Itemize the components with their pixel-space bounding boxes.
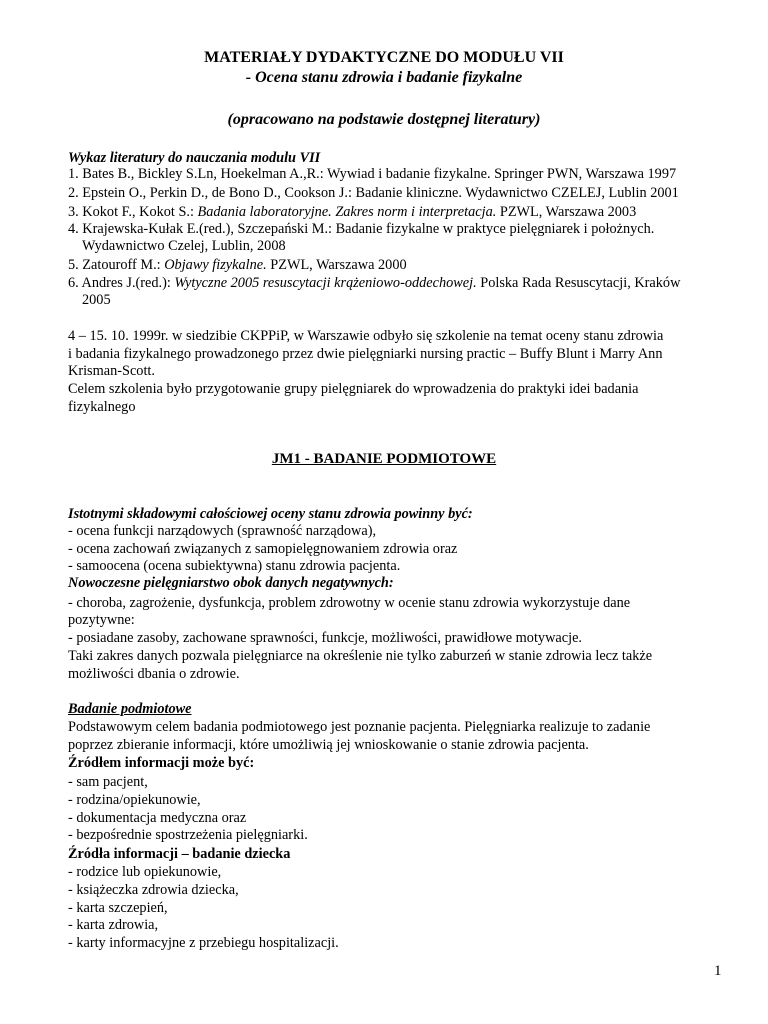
literature-item: 4. Krajewska-Kułak E.(red.), Szczepański M.: Badanie fizykalne w praktyce pielęgniarek i położnych. [68,221,655,237]
list-item: - rodzina/opiekunowie, [68,792,201,808]
literature-item: 2. Epstein O., Perkin D., de Bono D., Cookson J.: Badanie kliniczne. Wydawnictwo CZELEJ, Lublin 2001 [68,185,679,201]
text-line: Taki zakres danych pozwala pielęgniarce na określenie nie tylko zaburzeń w stanie zdrowia lecz także [68,648,653,664]
intro-line: 4 – 15. 10. 1999r. w siedzibie CKPPiP, w Warszawie odbyło się szkolenie na temat oceny stanu zdrowia [68,328,664,344]
literature-item-continuation: 2005 [82,292,111,308]
list-item: - dokumentacja medyczna oraz [68,810,247,826]
subjective-exam-heading: Badanie podmiotowe [68,701,192,717]
modern-nursing-heading: Nowoczesne pielęgniarstwo obok danych negatywnych: [68,575,394,591]
literature-item-continuation: Wydawnictwo Czelej, Lublin, 2008 [82,238,286,254]
text-line: - posiadane zasoby, zachowane sprawności, funkcje, możliwości, prawidłowe motywacje. [68,630,582,646]
literature-item: 1. Bates B., Bickley S.Ln, Hoekelman A.,R.: Wywiad i badanie fizykalne. Springer PWN, Warszawa 1997 [68,166,677,182]
intro-line: Celem szkolenia było przygotowanie grupy pielęgniarek do wprowadzenia do praktyki idei badania [68,381,639,397]
text-line: pozytywne: [68,612,135,628]
text-line: możliwości dbania o zdrowie. [68,666,240,682]
components-heading: Istotnymi składowymi całościowej oceny stanu zdrowia powinny być: [68,506,473,522]
text-line: poprzez zbieranie informacji, które umożliwią jej wnioskowanie o stanie zdrowia pacjenta. [68,737,589,753]
child-sources-heading: Źródła informacji – badanie dziecka [68,846,291,862]
sources-heading: Źródłem informacji może być: [68,755,255,771]
list-item: - ocena funkcji narządowych (sprawność narządowa), [68,523,377,539]
literature-item: 3. Kokot F., Kokot S.: Badania laboratoryjne. Zakres norm i interpretacja. PZWL, Warszawa 2003 [68,204,637,220]
text-line: - choroba, zagrożenie, dysfunkcja, problem zdrowotny w ocenie stanu zdrowia wykorzystuje dane [68,595,631,611]
list-item: - ocena zachowań związanych z samopielęgnowaniem zdrowia oraz [68,541,458,557]
list-item: - samoocena (ocena subiektywna) stanu zdrowia pacjenta. [68,558,401,574]
list-item: - rodzice lub opiekunowie, [68,864,222,880]
intro-line: Krisman-Scott. [68,363,155,379]
literature-item: 5. Zatouroff M.: Objawy fizykalne. PZWL, Warszawa 2000 [68,257,407,273]
literature-item: 6. Andres J.(red.): Wytyczne 2005 resuscytacji krążeniowo-oddechowej. Polska Rada Resuscytacji, Kraków [68,275,681,291]
document-subtitle: - Ocena stanu zdrowia i badanie fizykalne [245,69,523,86]
list-item: - książeczka zdrowia dziecka, [68,882,239,898]
list-item: - sam pacjent, [68,774,148,790]
document-source-note: (opracowano na podstawie dostępnej literatury) [227,111,541,128]
document-title: MATERIAŁY DYDAKTYCZNE DO MODUŁU VII [204,49,564,66]
intro-line: fizykalnego [68,399,136,415]
list-item: - karta zdrowia, [68,917,159,933]
list-item: - bezpośrednie spostrzeżenia pielęgniarki. [68,827,308,843]
text-line: Podstawowym celem badania podmiotowego jest poznanie pacjenta. Pielęgniarka realizuje to zadanie [68,719,651,735]
page-number: 1 [714,963,722,979]
list-item: - karta szczepień, [68,900,168,916]
section-heading: JM1 - BADANIE PODMIOTOWE [271,451,497,467]
intro-line: i badania fizykalnego prowadzonego przez dwie pielęgniarki nursing practic – Buffy Blunt i Marry Ann [68,346,663,362]
literature-heading: Wykaz literatury do nauczania modulu VII [68,150,321,166]
list-item: - karty informacyjne z przebiegu hospitalizacji. [68,935,339,951]
